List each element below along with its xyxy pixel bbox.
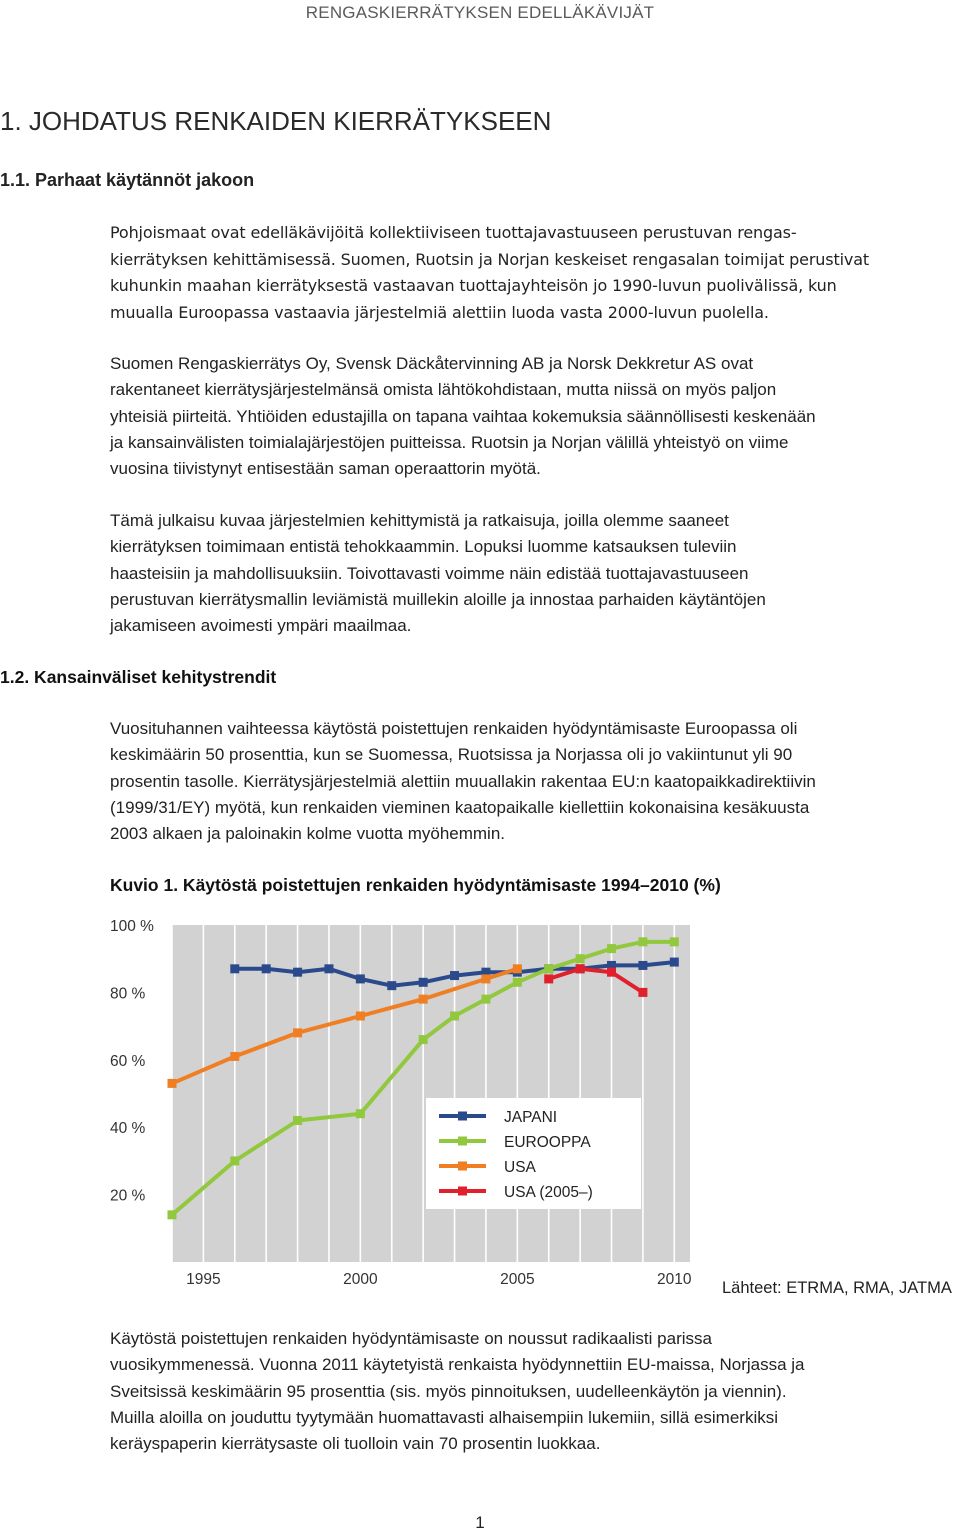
text-line: Tämä julkaisu kuvaa järjestelmien kehittymistä ja ratkaisuja, joilla olemme saaneet	[110, 511, 729, 530]
text-line: vuosikymmenessä. Vuonna 2011 käytetyistä renkaista hyödynnettiin EU-maissa, Norjassa ja	[110, 1355, 805, 1375]
y-tick-label: 60 %	[110, 1052, 146, 1070]
legend-marker-usa	[458, 1162, 467, 1171]
data-point-eurooppa	[607, 944, 616, 953]
data-point-usa	[230, 1052, 239, 1061]
data-point-eurooppa	[670, 937, 679, 946]
data-point-usa-2005	[607, 968, 616, 977]
data-point-eurooppa	[450, 1011, 459, 1020]
data-point-eurooppa	[576, 954, 585, 963]
text-line: muualla Euroopassa vastaavia järjestelmiä alettiin luoda vasta 2000-luvun puolella.	[110, 302, 769, 322]
data-point-japani	[230, 964, 239, 973]
data-point-japani	[450, 971, 459, 980]
text-line: Pohjoismaat ovat edelläkävijöitä kollektiiviseen tuottajavastuuseen perustuvan rengas-	[110, 223, 797, 242]
figure-source: Lähteet: ETRMA, RMA, JATMA	[722, 1279, 952, 1297]
data-point-usa-2005	[544, 974, 553, 983]
legend-label-usa: USA	[504, 1159, 536, 1176]
x-tick-label: 1995	[186, 1271, 221, 1288]
data-point-eurooppa	[544, 964, 553, 973]
legend-marker-eurooppa	[458, 1137, 467, 1146]
text-line: prosentin tasolle. Kierrätysjärjestelmiä alettiin muuallakin rakentaa EU:n kaatopaikkadirektiivin	[110, 771, 816, 791]
data-point-usa-2005	[638, 988, 647, 997]
data-point-usa	[168, 1079, 177, 1088]
text-line: (1999/31/EY) myötä, kun renkaiden vieminen kaatopaikalle kiellettiin kokonaisina kesäkuusta	[110, 797, 810, 817]
data-point-japani	[387, 981, 396, 990]
data-point-eurooppa	[293, 1116, 302, 1125]
x-tick-label: 2010	[657, 1271, 692, 1288]
data-point-usa	[356, 1011, 365, 1020]
text-line: Sveitsissä keskimäärin 95 prosenttia (sis. myös pinnoituksen, uudelleenkäytön ja viennin).	[110, 1381, 787, 1401]
data-point-eurooppa	[356, 1109, 365, 1118]
x-tick-label: 2000	[343, 1271, 378, 1288]
section-1-2-paragraph-1	[110, 716, 816, 847]
data-point-eurooppa	[230, 1156, 239, 1165]
text-line: Vuosituhannen vaihteessa käytöstä poistettujen renkaiden hyödyntämisaste Euroopassa oli	[110, 719, 798, 738]
text-line: jakamiseen avoimesti ympäri maailmaa.	[110, 616, 412, 636]
data-point-eurooppa	[638, 937, 647, 946]
chapter-title: 1. JOHDATUS RENKAIDEN KIERRÄTYKSEEN	[0, 106, 552, 136]
text-line: keräyspaperin kierrätysaste oli tuolloin vain 70 prosentin luokkaa.	[110, 1434, 601, 1454]
data-point-usa-2005	[576, 964, 585, 973]
data-point-usa	[481, 974, 490, 983]
text-line: haasteisiin ja mahdollisuuksiin. Toivottavasti voimme näin edistää tuottajavastuuseen	[110, 563, 749, 583]
section-1-1-paragraph-1	[110, 220, 869, 326]
text-line: Suomen Rengaskierrätys Oy, Svensk Däckåtervinning AB ja Norsk Dekkretur AS ovat	[110, 354, 754, 373]
section-1-1-paragraph-3	[110, 508, 766, 639]
data-point-eurooppa	[419, 1035, 428, 1044]
data-point-japani	[293, 968, 302, 977]
data-point-eurooppa	[481, 995, 490, 1004]
data-point-japani	[356, 974, 365, 983]
data-point-eurooppa	[168, 1210, 177, 1219]
data-point-japani	[262, 964, 271, 973]
text-line: kierrätyksen kehittämisessä. Suomen, Ruotsin ja Norjan keskeiset rengasalan toimijat perustivat	[110, 249, 869, 269]
y-tick-label: 20 %	[110, 1187, 146, 1205]
section-1-2-title: 1.2. Kansainväliset kehitystrendit	[0, 667, 277, 687]
section-1-1-title: 1.1. Parhaat käytännöt jakoon	[0, 170, 255, 190]
legend-marker-usa-2005	[458, 1187, 467, 1196]
x-tick-label: 2005	[500, 1271, 535, 1288]
data-point-eurooppa	[513, 978, 522, 987]
text-line: Käytöstä poistettujen renkaiden hyödyntämisaste on noussut radikaalisti parissa	[110, 1329, 712, 1348]
data-point-japani	[638, 961, 647, 970]
text-line: Muilla aloilla on jouduttu tyytymään huomattavasti alhaisempiin lukemiin, sillä esimerkiksi	[110, 1407, 779, 1427]
text-line: kuhunkin maahan kierrätyksestä vastaavan tuottajayhteisön jo 1990-luvun puolivälissä, kun	[110, 276, 837, 295]
text-line: kierrätyksen toimimaan entistä tehokkaammin. Lopuksi luomme katsauksen tuleviin	[110, 537, 737, 557]
section-1-1-paragraph-2	[110, 351, 816, 482]
figure-caption: Kuvio 1. Käytöstä poistettujen renkaiden hyödyntämisaste 1994–2010 (%)	[110, 875, 721, 895]
text-line: keskimäärin 50 prosenttia, kun se Suomessa, Ruotsissa ja Norjassa oli jo vakiintunut yli 90	[110, 745, 793, 765]
recovery-rate-line-chart	[110, 910, 710, 1295]
text-line: vuosina tiivistynyt entisestään saman operaattorin myötä.	[110, 459, 541, 479]
section-1-2-paragraph-2	[110, 1326, 805, 1457]
text-line: rakentaneet kierrätysjärjestelmänsä omista lähtökohdistaan, mutta niissä on myös paljon	[110, 380, 777, 400]
y-tick-label: 100 %	[110, 918, 154, 935]
y-tick-label: 40 %	[110, 1120, 146, 1138]
data-point-usa	[513, 964, 522, 973]
legend-label-japani: JAPANI	[504, 1109, 558, 1126]
text-line: 2003 alkaen ja paloinakin kolme vuotta myöhemmin.	[110, 824, 506, 844]
legend-label-usa-2005: USA (2005–)	[504, 1184, 593, 1201]
y-tick-label: 80 %	[110, 985, 146, 1003]
page-number: 1	[475, 1513, 485, 1532]
text-line: yhteisiä piirteitä. Yhtiöiden edustajilla on tapana vaihtaa kokemuksia säännöllisesti keskenään	[110, 406, 816, 426]
running-header: RENGASKIERRÄTYKSEN EDELLÄKÄVIJÄT	[305, 3, 655, 22]
data-point-japani	[419, 978, 428, 987]
legend-marker-japani	[458, 1112, 467, 1121]
data-point-usa	[419, 995, 428, 1004]
data-point-japani	[670, 958, 679, 967]
data-point-japani	[324, 964, 333, 973]
data-point-usa	[293, 1028, 302, 1037]
legend-label-eurooppa: EUROOPPA	[504, 1134, 591, 1151]
text-line: ja kansainvälisten toimialajärjestöjen puitteissa. Ruotsin ja Norjan välillä yhteistyö on viime	[110, 432, 789, 452]
text-line: perustuvan kierrätysmallin leviämistä muillekin aloille ja innostaa parhaiden käytäntöjen	[110, 589, 766, 609]
